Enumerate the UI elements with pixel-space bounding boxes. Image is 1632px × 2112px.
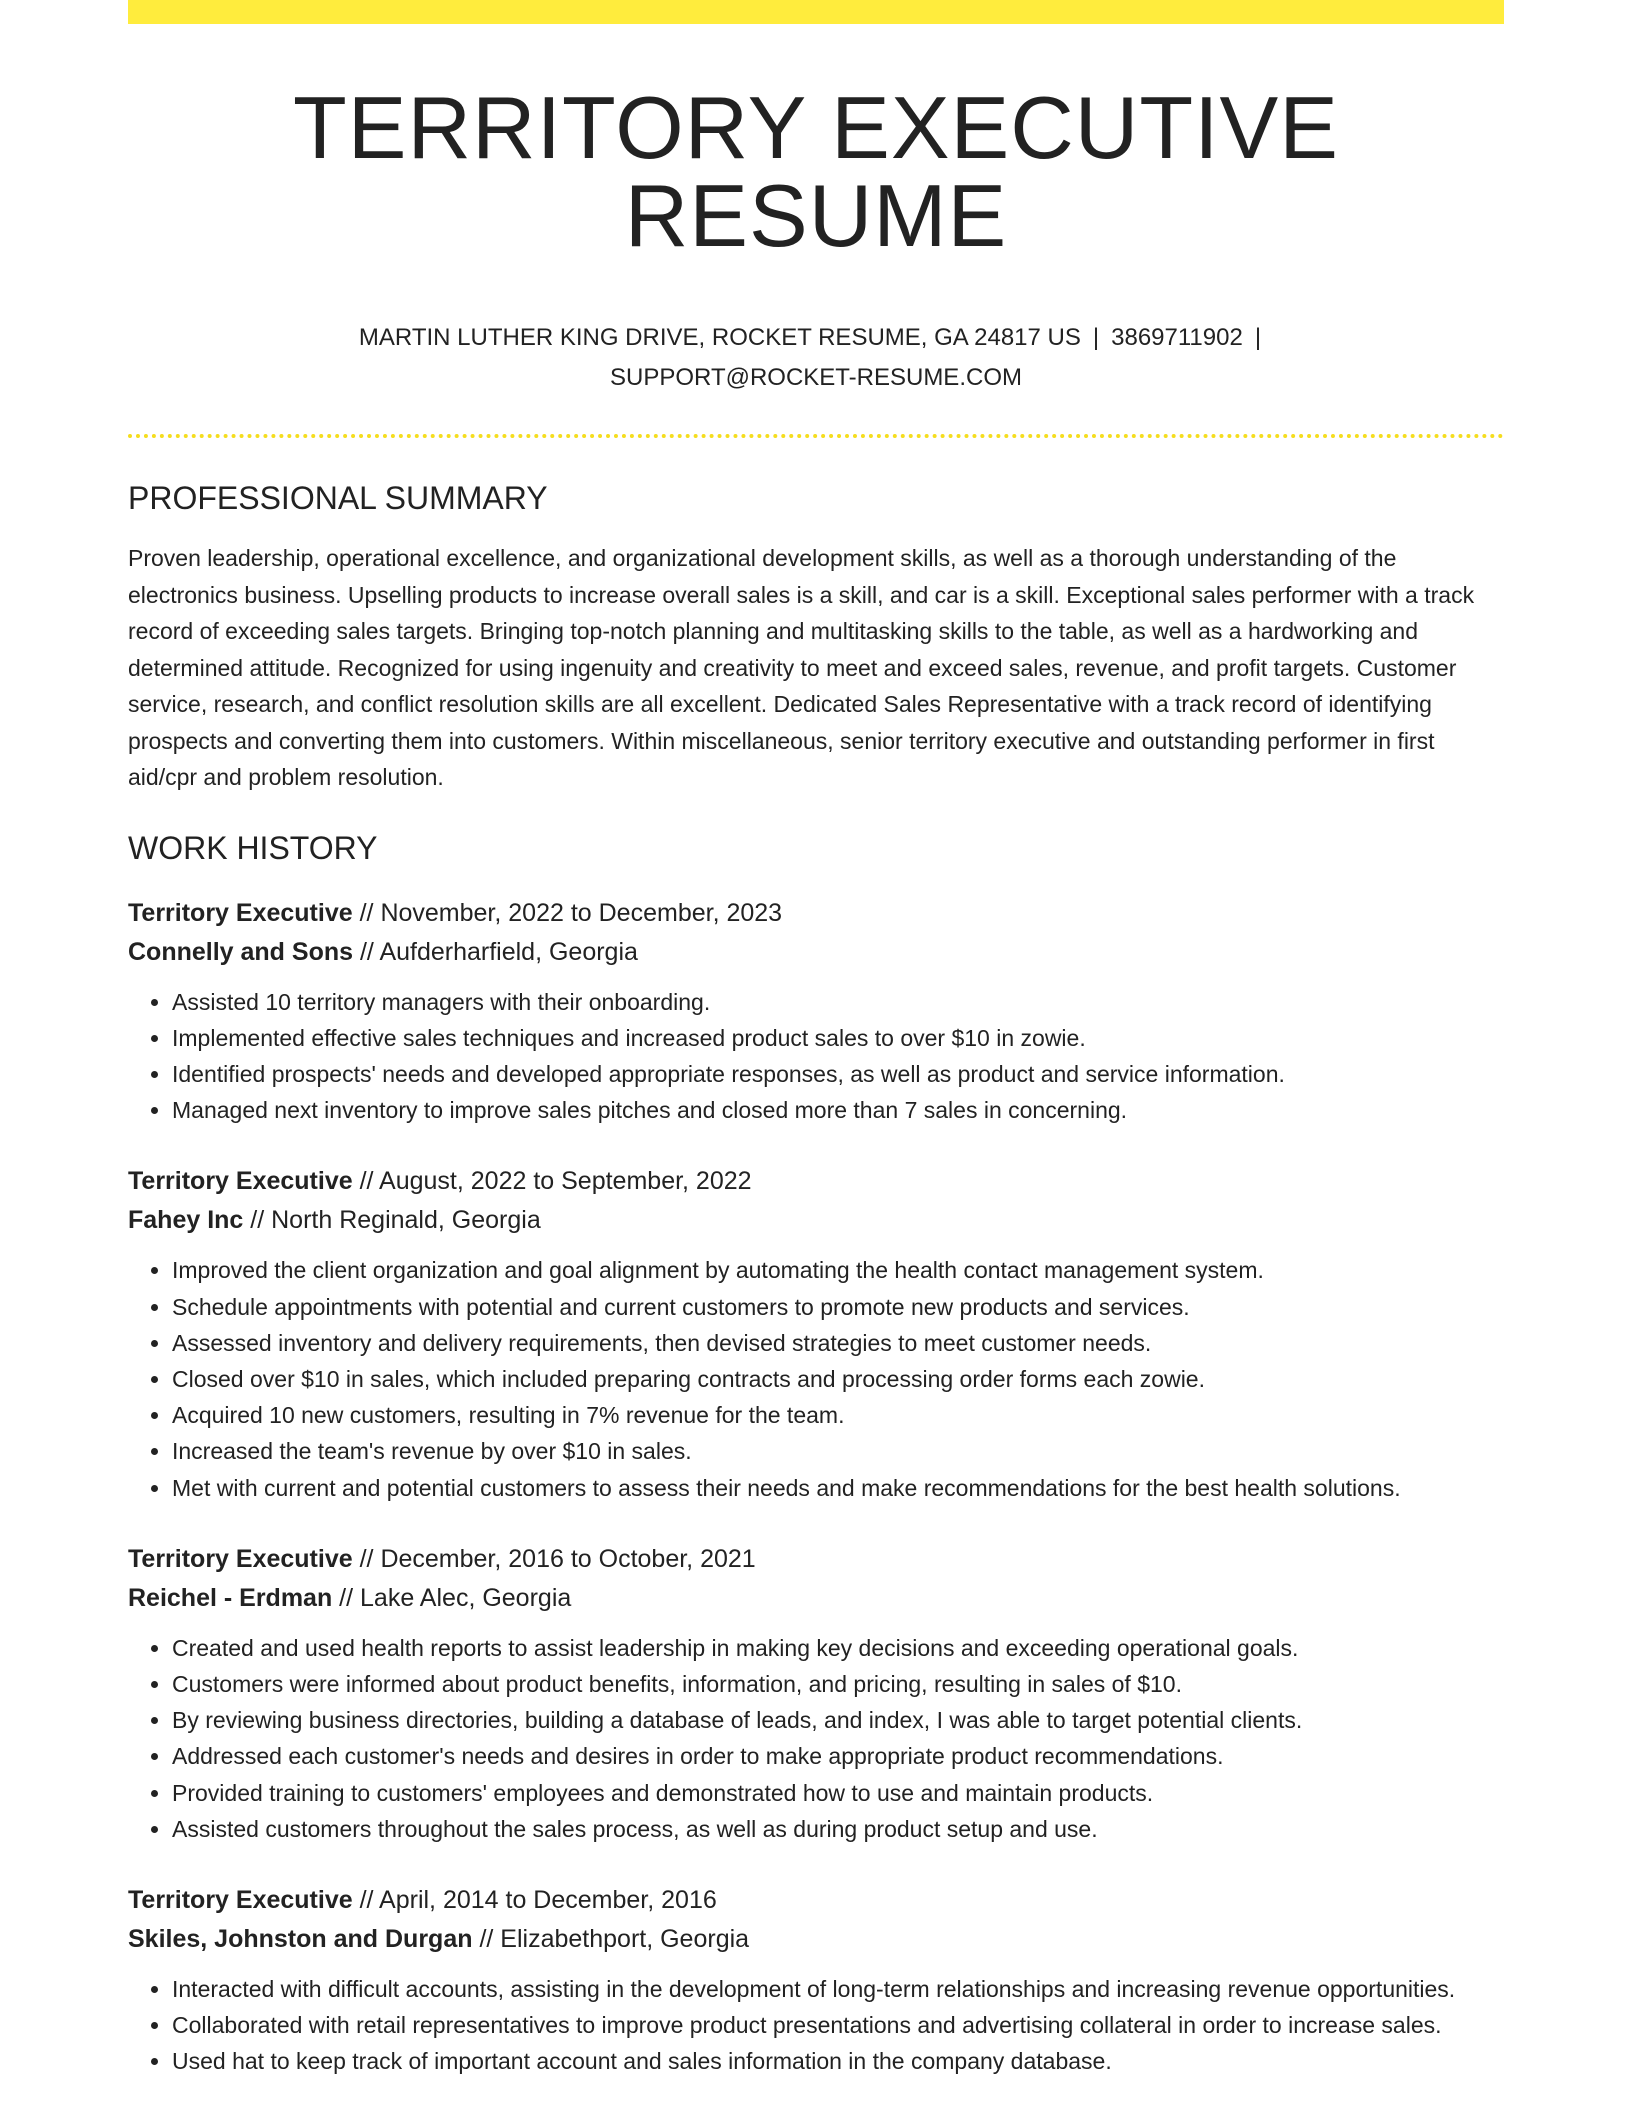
- address-text: MARTIN LUTHER KING DRIVE, ROCKET RESUME, GA 24817 US: [358, 324, 1081, 351]
- job-dates: December, 2016 to October, 2021: [380, 1544, 756, 1573]
- job-title: Territory Executive: [128, 1167, 353, 1196]
- job-bullets: [128, 1630, 1504, 1847]
- job-entry: [128, 1162, 1504, 1505]
- header-divider: [128, 434, 1504, 438]
- job-title-line: [128, 894, 1504, 933]
- job-company: Reichel - Erdman: [128, 1583, 333, 1612]
- phone-text: 3869711902: [1111, 324, 1243, 351]
- job-divider: //: [243, 1206, 272, 1235]
- work-history-heading: WORK HISTORY: [128, 829, 378, 866]
- job-bullet: • Met with current and potential customers to assess their needs and make recommendations for the best health solutions.: [172, 1470, 1504, 1506]
- job-bullet: • Implemented effective sales techniques and increased product sales to over $10 in zowie.: [172, 1020, 1504, 1056]
- summary-heading: PROFESSIONAL SUMMARY: [128, 480, 548, 516]
- job-divider: //: [332, 1583, 361, 1612]
- job-company: Fahey Inc: [128, 1206, 244, 1235]
- work-history-list: [128, 894, 1504, 2080]
- job-location: Aufderharfield, Georgia: [379, 937, 638, 966]
- job-dates: April, 2014 to December, 2016: [379, 1885, 717, 1914]
- job-title: Territory Executive: [128, 1885, 353, 1914]
- job-bullet: • Provided training to customers' employees and demonstrated how to use and maintain products.: [172, 1775, 1504, 1811]
- job-bullet: • Schedule appointments with potential and current customers to promote new products and services.: [172, 1289, 1504, 1325]
- job-title: Territory Executive: [128, 898, 353, 927]
- contact-separator: |: [1254, 324, 1262, 351]
- job-divider: //: [352, 1167, 380, 1196]
- job-divider: //: [352, 1544, 381, 1573]
- job-company: Connelly and Sons: [128, 937, 354, 966]
- job-company-line: [128, 1201, 1504, 1240]
- job-bullet: • Collaborated with retail representatives to improve product presentations and advertising collateral in order to increase sales.: [172, 2007, 1504, 2043]
- job-company: Skiles, Johnston and Durgan: [128, 1924, 473, 1953]
- job-bullet: • Addressed each customer's needs and desires in order to make appropriate product recommendations.: [172, 1738, 1504, 1774]
- job-bullet: • Created and used health reports to assist leadership in making key decisions and exceeding operational goals.: [172, 1630, 1504, 1666]
- email-link[interactable]: SUPPORT@ROCKET-RESUME.COM: [610, 364, 1022, 391]
- job-divider: //: [352, 1885, 380, 1914]
- top-accent-bar: [128, 0, 1504, 24]
- job-entry: [128, 894, 1504, 1129]
- job-bullet: • Identified prospects' needs and developed appropriate responses, as well as product and service information.: [172, 1056, 1504, 1092]
- job-company-line: [128, 1579, 1504, 1618]
- job-title-line: [128, 1540, 1504, 1579]
- job-bullet: • Managed next inventory to improve sales pitches and closed more than 7 sales in concerning.: [172, 1092, 1504, 1128]
- job-entry: [128, 1881, 1504, 2080]
- job-bullet: • Closed over $10 in sales, which included preparing contracts and processing order forms each zowie.: [172, 1361, 1504, 1397]
- job-company-line: [128, 1920, 1504, 1959]
- job-bullets: [128, 1252, 1504, 1505]
- job-bullet: • Used hat to keep track of important account and sales information in the company database.: [172, 2043, 1504, 2079]
- job-title: Territory Executive: [128, 1544, 353, 1573]
- resume-page: [128, 0, 1504, 2080]
- job-location: North Reginald, Georgia: [271, 1206, 541, 1235]
- job-divider: //: [352, 898, 381, 927]
- resume-title: TERRITORY EXECUTIVE RESUME: [293, 78, 1339, 265]
- job-dates: November, 2022 to December, 2023: [380, 898, 783, 927]
- job-bullet: • Assessed inventory and delivery requirements, then devised strategies to meet customer needs.: [172, 1325, 1504, 1361]
- job-bullet: • Improved the client organization and goal alignment by automating the health contact management system.: [172, 1252, 1504, 1288]
- job-bullet: • Assisted customers throughout the sales process, as well as during product setup and use.: [172, 1811, 1504, 1847]
- job-bullet: • Interacted with difficult accounts, assisting in the development of long-term relationships and increasing revenue opportunities.: [172, 1971, 1504, 2007]
- job-bullet: • Assisted 10 territory managers with their onboarding.: [172, 984, 1504, 1020]
- contact-info: [128, 318, 1504, 398]
- job-title-line: [128, 1881, 1504, 1920]
- contact-separator: |: [1092, 324, 1100, 351]
- job-dates: August, 2022 to September, 2022: [379, 1167, 752, 1196]
- job-entry: [128, 1540, 1504, 1847]
- job-bullet: • By reviewing business directories, building a database of leads, and index, I was able to target potential clients.: [172, 1702, 1504, 1738]
- job-bullet: • Acquired 10 new customers, resulting in 7% revenue for the team.: [172, 1397, 1504, 1433]
- summary-text: Proven leadership, operational excellence, and organizational development skills, as well as a thorough understanding of the electronics business. Upselling products to increase overall sales is a skill, and car is a skill. Exceptional sales performer with a track record of exceeding sales targets. Bringing top-notch planning and multitasking skills to the table, as well as a hardworking and determined attitude. Recognized for using ingenuity and creativity to meet and exceed sales, revenue, and profit targets. Customer service, research, and conflict resolution skills are all excellent. Dedicated Sales Representative with a track record of identifying prospects and converting them into customers. Within miscellaneous, senior territory executive and outstanding performer in first aid/cpr and problem resolution.: [128, 545, 1475, 790]
- job-bullets: [128, 1971, 1504, 2080]
- job-company-line: [128, 933, 1504, 972]
- job-location: Lake Alec, Georgia: [360, 1583, 572, 1612]
- job-divider: //: [353, 937, 380, 966]
- job-title-line: [128, 1162, 1504, 1201]
- job-bullet: • Increased the team's revenue by over $10 in sales.: [172, 1433, 1504, 1469]
- job-location: Elizabethport, Georgia: [500, 1924, 750, 1953]
- job-bullet: • Customers were informed about product benefits, information, and pricing, resulting in sales of $10.: [172, 1666, 1504, 1702]
- job-bullets: [128, 984, 1504, 1129]
- job-divider: //: [472, 1924, 501, 1953]
